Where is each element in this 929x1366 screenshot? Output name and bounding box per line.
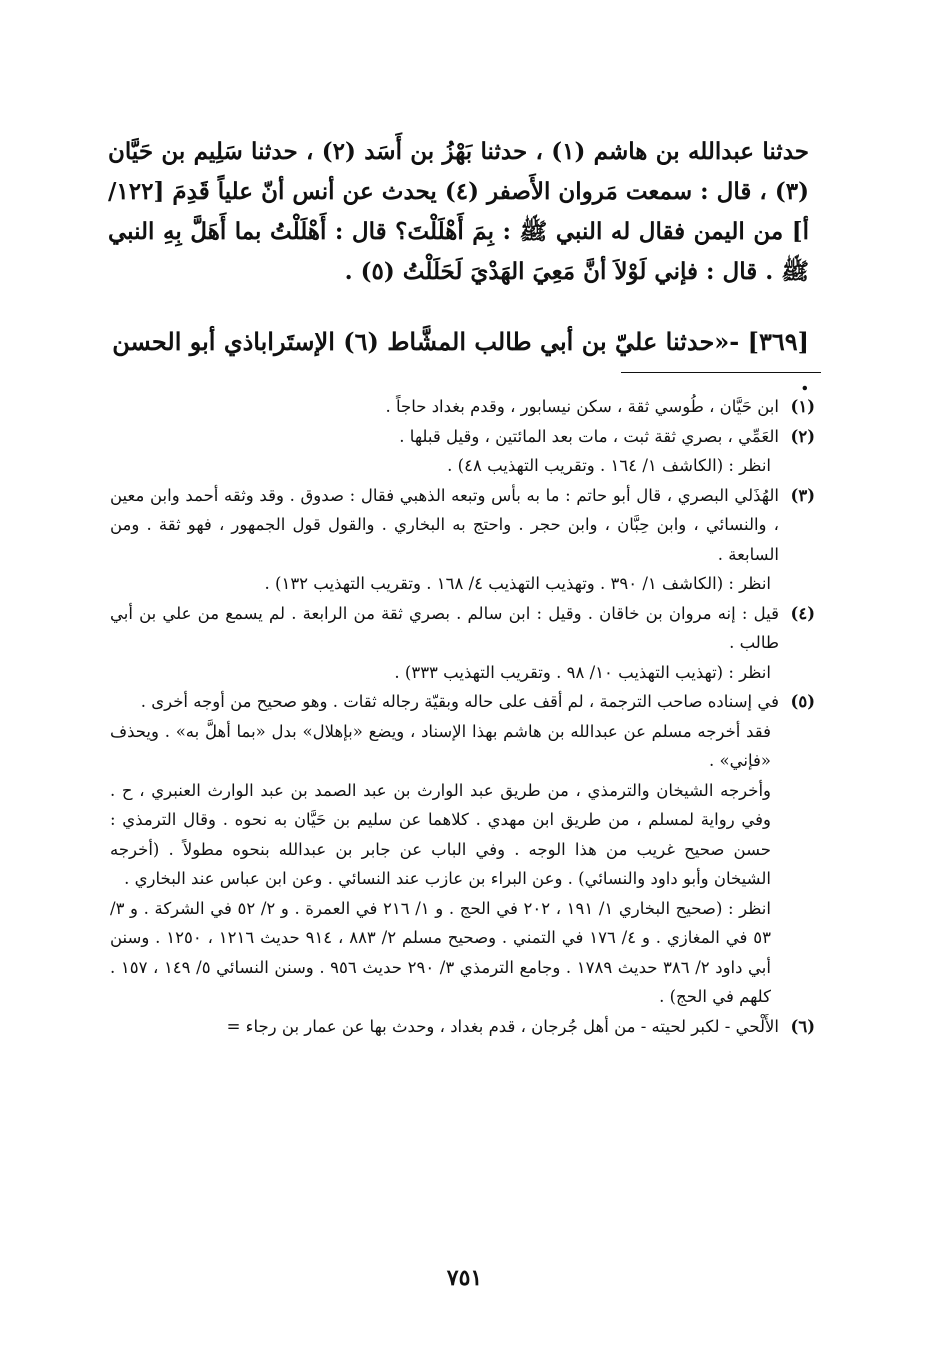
footnote-number: (٥) <box>790 692 815 711</box>
page-number: ٧٥١ <box>446 1265 483 1291</box>
footnote-text: الهُذَلي البصري ، قال أبو حاتم : ما به بأس وتبعه الذهبي فقال : صدوق . وقد وثقه أحمد وابن معين ، والنسائي ، وابن حِبَّان ، وابن حجر . واحتج به البخاري . والقول قول الجمهور ، فهو ثقة . ومن السابعة . <box>110 485 779 564</box>
footnote-number: (٤) <box>790 603 815 623</box>
footnote-number: (١) <box>790 397 815 416</box>
footnote-4 <box>110 599 815 688</box>
footnotes <box>110 392 815 1041</box>
footnote-reference: انظر : (الكاشف ١/ ٣٩٠ . وتهذيب التهذيب ٤/ ١٦٨ . وتقريب التهذيب ١٣٢) . <box>264 574 771 593</box>
footnote-3 <box>110 481 815 599</box>
main-paragraph: حدثنا عبدالله بن هاشم (١) ، حدثنا بَهْزُ بن أَسَد (٢) ، حدثنا سَلِيم بن حَيَّان (٣) ، قال : سمعت مَروان الأَصفر (٤) يحدث عن أنس أنّ علياً قَدِمَ [١٢٢/ أ] من اليمن فقال له النبي ﷺ : بِمَ أَهْلَلْتَ؟ قال : أَهْلَلْتُ بما أَهَلَّ بِهِ النبي ﷺ . قال : فإني لَوْلاَ أنَّ مَعِيَ الهَدْيَ لَحَلَلْتُ (٥) . <box>108 138 810 285</box>
footnote-1 <box>110 392 815 422</box>
footnote-text: الأَلْحي - لكبر لحيته - من أهل جُرجان ، قدم بغداد ، وحدث بها عن عمار بن رجاء = <box>226 1016 779 1036</box>
footnote-6 <box>110 1012 815 1042</box>
footnote-text: في إسناده صاحب الترجمة ، لم أقف على حاله وبقيّة رجاله ثقات . وهو صحيح من أوجه أخرى . <box>140 692 779 711</box>
footnote-text: العَمِّي ، بصري ثقة ثبت ، مات بعد المائتين ، وقيل قبلها . <box>399 426 779 446</box>
footnote-reference: انظر : (الكاشف ١/ ١٦٤ . وتقريب التهذيب ٤٨) . <box>447 456 771 475</box>
footnote-reference: انظر : (تهذيب التهذيب ١٠/ ٩٨ . وتقريب التهذيب ٣٣٣) . <box>394 662 771 682</box>
footnote-reference: وأخرجه الشيخان والترمذي ، من طريق عبد الوارث بن عبد الصمد بن عبد الوارث العنبري ، ح . وفي رواية لمسلم ، من طريق ابن مهدي . كلاهما عن سليم بن حَيَّان به نحوه . وقال الترمذي : حسن صحيح غريب من هذا الوجه . وفي الباب عن جابر بن عبدالله بنحوه مطولاً . (أخرجه الشيخان وأبو داود والنسائي) . وعن البراء بن عازب عند النسائي . وعن ابن عباس عند البخاري . <box>110 780 771 888</box>
footnote-2 <box>110 422 815 481</box>
footnote-reference: فقد أخرجه مسلم عن عبدالله بن هاشم بهذا الإسناد ، ويضع «بإهلال» بدل «بما أهلَّ به» . ويحذف «فإني» . <box>110 721 771 770</box>
entry-heading: [٣٦٩] -«حدثنا عليّ بن أبي طالب المشَّاط (٦) الإستَراباذي أبو الحسن . <box>112 327 809 396</box>
footnote-5 <box>110 687 815 1012</box>
footnote-divider <box>621 372 821 373</box>
footnote-reference: انظر : (صحيح البخاري ١/ ١٩١ ، ٢٠٢ في الحج . و ١/ ٢١٦ في العمرة . و ٢/ ٥٢ في الشركة . و ٣/ ٥٣ في المغازي . و ٤/ ١٧٦ في التمني . وصحيح مسلم ٢/ ٨٨٣ ، ٩١٤ حديث ١٢١٦ ، ١٢٥٠ . وسنن أبي داود ٢/ ٣٨٦ حديث ١٧٨٩ . وجامع الترمذي ٣/ ٢٩٠ حديث ٩٥٦ . وسنن النسائي ٥/ ١٤٩ ، ١٥٧ . كلهم في الحج) . <box>110 898 771 1006</box>
footnote-text: قيل : إنه مروان بن خاقان . وقيل : ابن سالم . بصري ثقة من الرابعة . لم يسمع من علي بن أبي طالب . <box>110 603 779 652</box>
footnote-number: (٦) <box>790 1016 815 1036</box>
footnote-text: ابن حَيَّان ، طُوسي ثقة ، سكن نيسابور ، وقدم بغداد حاجاً . <box>385 397 779 416</box>
footnote-number: (٣) <box>790 485 815 505</box>
main-text <box>108 132 809 292</box>
footnote-number: (٢) <box>790 426 815 446</box>
